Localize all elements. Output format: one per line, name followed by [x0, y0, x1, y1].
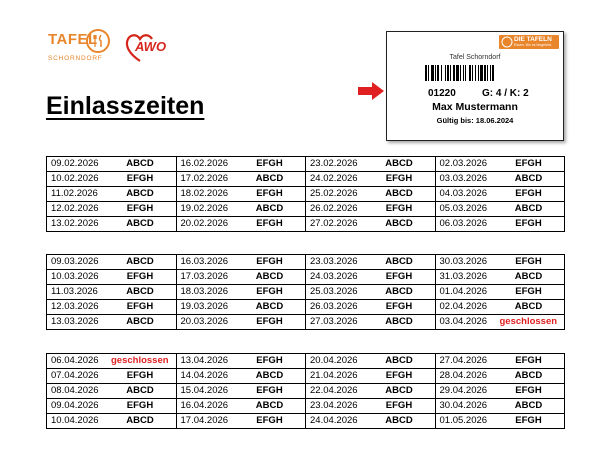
date-label: 09.04.2026 [51, 400, 99, 411]
card-group: G: 4 / K: 2 [482, 88, 529, 99]
group-label: ABCD [126, 256, 154, 267]
schedule-cell [176, 157, 306, 172]
schedule-cell [176, 285, 306, 300]
schedule-cell [47, 315, 177, 330]
date-label: 09.03.2026 [51, 256, 99, 267]
group-label: ABCD [385, 385, 413, 396]
date-label: 27.02.2026 [310, 218, 358, 229]
closed-label: geschlossen [111, 355, 169, 366]
schedule-cell [306, 399, 436, 414]
schedule-cell [47, 255, 177, 270]
schedule-table [46, 156, 565, 232]
date-label: 13.03.2026 [51, 316, 99, 327]
schedule-cell [176, 354, 306, 369]
schedule-table [46, 353, 565, 429]
group-label: EFGH [256, 158, 283, 169]
schedule-cell [435, 202, 565, 217]
tafel-logo-word: TAFEL [48, 31, 98, 48]
date-label: 27.03.2026 [310, 316, 358, 327]
group-label: EFGH [256, 286, 283, 297]
group-label: ABCD [385, 188, 413, 199]
date-label: 11.03.2026 [51, 286, 98, 297]
schedule-cell [306, 172, 436, 187]
group-label: ABCD [514, 271, 543, 282]
group-label: EFGH [256, 415, 283, 426]
group-label: EFGH [515, 286, 542, 297]
schedule-cell [435, 384, 565, 399]
schedule-cell [47, 172, 177, 187]
group-label: ABCD [255, 173, 284, 184]
membership-card [386, 31, 564, 141]
group-label: EFGH [515, 385, 542, 396]
group-label: ABCD [385, 158, 413, 169]
date-label: 26.03.2026 [310, 301, 358, 312]
die-tafeln-logo [499, 35, 559, 49]
date-label: 12.02.2026 [51, 203, 99, 214]
date-label: 10.02.2026 [51, 173, 99, 184]
schedule-cell [306, 414, 436, 429]
schedule-cell [176, 202, 306, 217]
group-label: EFGH [126, 203, 154, 214]
date-label: 23.04.2026 [310, 400, 358, 411]
date-label: 14.04.2026 [180, 370, 229, 381]
schedule-cell [47, 270, 177, 285]
date-label: 24.03.2026 [310, 271, 358, 282]
schedule-cell [47, 187, 177, 202]
table-row [47, 369, 565, 384]
schedule-cell [435, 369, 565, 384]
date-label: 18.03.2026 [180, 286, 229, 297]
group-label: EFGH [256, 188, 283, 199]
table-row [47, 157, 565, 172]
table-row [47, 202, 565, 217]
schedule-cell [435, 300, 565, 315]
group-label: EFGH [126, 370, 154, 381]
group-label: ABCD [126, 316, 154, 327]
schedule-cell [176, 384, 306, 399]
table-row [47, 315, 565, 330]
group-label: ABCD [385, 286, 413, 297]
table-row [47, 384, 565, 399]
schedule-cell [306, 300, 436, 315]
schedule-cell [306, 157, 436, 172]
schedule-cell [176, 172, 306, 187]
date-label: 25.03.2026 [310, 286, 358, 297]
date-label: 26.02.2026 [310, 203, 358, 214]
date-label: 22.04.2026 [310, 385, 358, 396]
date-label: 01.04.2026 [439, 286, 488, 297]
date-label: 08.04.2026 [51, 385, 99, 396]
die-tafeln-logo-text: DIE TAFELN [514, 36, 552, 43]
group-label: ABCD [514, 203, 543, 214]
date-label: 20.04.2026 [310, 355, 358, 366]
date-label: 03.03.2026 [439, 173, 488, 184]
date-label: 07.04.2026 [51, 370, 99, 381]
date-label: 20.02.2026 [180, 218, 229, 229]
table-row [47, 255, 565, 270]
date-label: 16.03.2026 [180, 256, 229, 267]
table-row [47, 270, 565, 285]
schedule-cell [176, 369, 306, 384]
awo-logo-text: AWO [135, 39, 167, 54]
date-label: 24.04.2026 [310, 415, 358, 426]
schedule-cell [47, 217, 177, 232]
date-label: 12.03.2026 [51, 301, 99, 312]
group-label: ABCD [126, 415, 154, 426]
schedule-cell [176, 255, 306, 270]
schedule-cell [306, 384, 436, 399]
date-label: 13.02.2026 [51, 218, 99, 229]
table-row [47, 187, 565, 202]
schedule-cell [176, 399, 306, 414]
group-label: EFGH [515, 158, 542, 169]
closed-label: geschlossen [499, 316, 558, 327]
date-label: 17.02.2026 [180, 173, 229, 184]
arrow-right-icon [358, 82, 384, 100]
group-label: ABCD [126, 188, 154, 199]
card-holder-name: Max Mustermann [432, 101, 518, 113]
group-label: ABCD [385, 355, 413, 366]
group-label: EFGH [385, 271, 413, 282]
schedule-cell [435, 285, 565, 300]
schedule-cell [306, 354, 436, 369]
date-label: 03.04.2026 [439, 316, 488, 327]
group-label: ABCD [126, 218, 154, 229]
date-label: 10.03.2026 [51, 271, 99, 282]
schedule-cell [47, 285, 177, 300]
schedule-cell [176, 414, 306, 429]
group-label: EFGH [385, 173, 413, 184]
page-title: Einlasszeiten [46, 92, 205, 120]
date-label: 30.03.2026 [439, 256, 488, 267]
schedule-cell [306, 315, 436, 330]
schedule-cell [176, 315, 306, 330]
group-label: ABCD [126, 385, 154, 396]
group-label: ABCD [126, 158, 154, 169]
schedule-cell [176, 187, 306, 202]
group-label: EFGH [515, 415, 542, 426]
date-label: 30.04.2026 [439, 400, 488, 411]
group-label: EFGH [126, 400, 154, 411]
table-row [47, 172, 565, 187]
group-label: EFGH [256, 316, 283, 327]
date-label: 29.04.2026 [439, 385, 488, 396]
date-label: 16.02.2026 [180, 158, 229, 169]
card-number: 01220 [428, 88, 456, 99]
date-label: 11.02.2026 [51, 188, 98, 199]
schedule-cell [435, 157, 565, 172]
group-label: EFGH [385, 400, 413, 411]
schedule-cell [306, 187, 436, 202]
schedule-cell [306, 255, 436, 270]
group-label: EFGH [515, 256, 542, 267]
schedule-cell [306, 285, 436, 300]
table-row [47, 354, 565, 369]
table-row [47, 285, 565, 300]
date-label: 09.02.2026 [51, 158, 99, 169]
group-label: EFGH [515, 355, 542, 366]
group-label: ABCD [255, 301, 284, 312]
date-label: 10.04.2026 [51, 415, 99, 426]
group-label: EFGH [126, 173, 154, 184]
schedule-cell [47, 369, 177, 384]
date-label: 01.05.2026 [439, 415, 488, 426]
date-label: 21.04.2026 [310, 370, 358, 381]
date-label: 31.03.2026 [439, 271, 488, 282]
group-label: EFGH [256, 218, 283, 229]
group-label: EFGH [515, 188, 542, 199]
date-label: 17.04.2026 [180, 415, 229, 426]
group-label: EFGH [385, 203, 413, 214]
schedule-cell [47, 384, 177, 399]
group-label: ABCD [126, 286, 154, 297]
date-label: 02.03.2026 [439, 158, 488, 169]
schedule-cell [306, 270, 436, 285]
group-label: ABCD [514, 370, 543, 381]
die-tafeln-logo-subtitle: Essen. Wo es hingehört. [514, 43, 553, 47]
group-label: ABCD [385, 256, 413, 267]
date-label: 04.03.2026 [439, 188, 488, 199]
date-label: 16.04.2026 [180, 400, 229, 411]
group-label: EFGH [126, 271, 154, 282]
tafel-logo-subtitle: SCHORNDORF [48, 55, 103, 62]
date-label: 13.04.2026 [180, 355, 229, 366]
group-label: EFGH [256, 355, 283, 366]
schedule-cell [47, 300, 177, 315]
barcode-icon [425, 65, 525, 81]
date-label: 23.02.2026 [310, 158, 358, 169]
date-label: 05.03.2026 [439, 203, 488, 214]
schedule-cell [435, 270, 565, 285]
schedule-cell [47, 414, 177, 429]
schedule-cell [435, 399, 565, 414]
date-label: 28.04.2026 [439, 370, 488, 381]
schedule-cell [176, 270, 306, 285]
schedule-cell [306, 369, 436, 384]
awo-logo [124, 31, 172, 65]
tafel-mini-icon [501, 36, 513, 48]
schedule-cell [306, 202, 436, 217]
group-label: EFGH [515, 218, 542, 229]
date-label: 20.03.2026 [180, 316, 229, 327]
group-label: ABCD [385, 415, 413, 426]
date-label: 19.03.2026 [180, 301, 229, 312]
date-label: 19.02.2026 [180, 203, 229, 214]
group-label: EFGH [256, 256, 283, 267]
schedule-cell [47, 157, 177, 172]
schedule-cell [47, 202, 177, 217]
group-label: ABCD [385, 316, 413, 327]
schedule-cell [435, 217, 565, 232]
table-row [47, 399, 565, 414]
date-label: 27.04.2026 [439, 355, 488, 366]
group-label: ABCD [514, 301, 543, 312]
schedule-cell [435, 414, 565, 429]
schedule-cell [435, 172, 565, 187]
schedule-cell [435, 187, 565, 202]
card-valid-until: Gültig bis: 18.06.2024 [436, 116, 514, 125]
date-label: 23.03.2026 [310, 256, 358, 267]
group-label: EFGH [256, 385, 283, 396]
schedule-cell [176, 217, 306, 232]
group-label: ABCD [255, 271, 284, 282]
group-label: EFGH [126, 301, 154, 312]
group-label: ABCD [514, 173, 543, 184]
table-row [47, 300, 565, 315]
group-label: EFGH [385, 301, 413, 312]
date-label: 25.02.2026 [310, 188, 358, 199]
group-label: ABCD [385, 218, 413, 229]
schedule-cell [47, 354, 177, 369]
schedule-table [46, 254, 565, 330]
group-label: ABCD [255, 203, 284, 214]
group-label: ABCD [514, 400, 543, 411]
fork-knife-icon [86, 29, 110, 53]
schedule-cell [435, 315, 565, 330]
schedule-cell [435, 354, 565, 369]
date-label: 24.02.2026 [310, 173, 358, 184]
date-label: 18.02.2026 [180, 188, 229, 199]
group-label: ABCD [255, 370, 284, 381]
date-label: 06.03.2026 [439, 218, 488, 229]
group-label: EFGH [385, 370, 413, 381]
table-row [47, 414, 565, 429]
table-row [47, 217, 565, 232]
schedule-cell [176, 300, 306, 315]
schedule-cell [306, 217, 436, 232]
schedule-cell [47, 399, 177, 414]
date-label: 17.03.2026 [180, 271, 229, 282]
date-label: 15.04.2026 [180, 385, 229, 396]
card-organization: Tafel Schorndorf [449, 54, 501, 61]
schedule-cell [435, 255, 565, 270]
date-label: 06.04.2026 [51, 355, 99, 366]
group-label: ABCD [255, 400, 284, 411]
date-label: 02.04.2026 [439, 301, 488, 312]
